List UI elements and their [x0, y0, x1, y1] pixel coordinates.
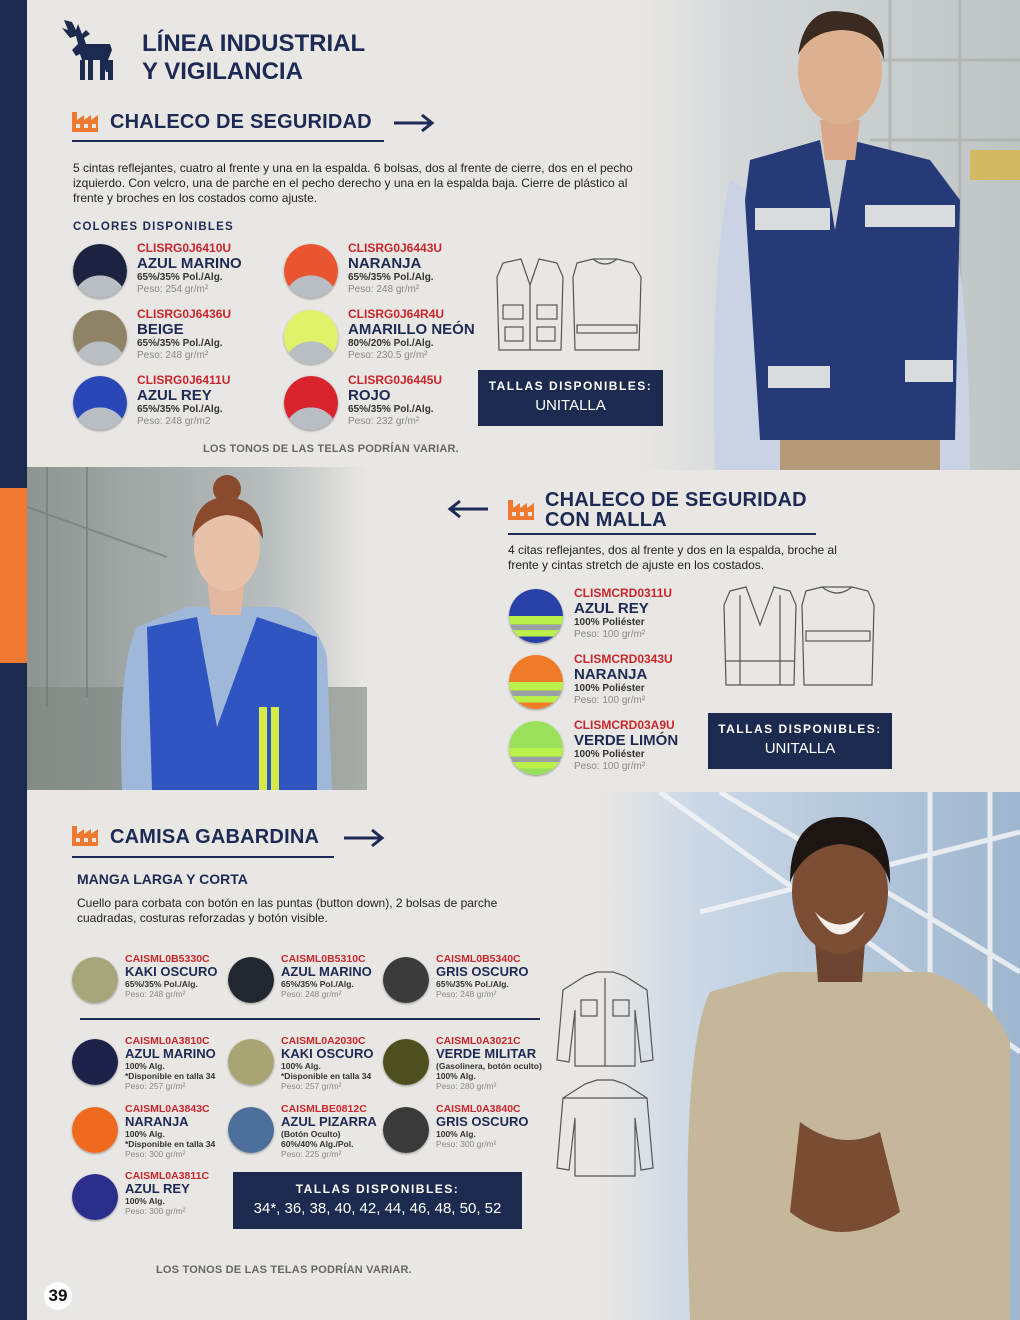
color-weight: Peso: 257 gr/m² — [281, 1081, 342, 1091]
color-composition: 65%/35% Pol./Alg. — [137, 404, 223, 415]
page-title-line2: Y VIGILANCIA — [142, 58, 303, 85]
color-name: ROJO — [348, 387, 391, 404]
section2-sizes-box — [708, 713, 892, 769]
color-weight: Peso: 280 gr/m² — [436, 1081, 497, 1091]
color-code: CLISMCRD03A9U — [574, 718, 675, 732]
color-swatch — [383, 957, 429, 1003]
color-composition: 100% Alg. — [436, 1129, 476, 1139]
color-code: CAISML0A3843C — [125, 1103, 210, 1115]
color-composition: 65%/35% Pol./Alg. — [436, 979, 509, 989]
color-code: CLISRG0J6411U — [137, 373, 231, 387]
color-weight: Peso: 100 gr/m² — [574, 695, 646, 706]
photo-woman-mesh-vest — [27, 467, 367, 790]
section2-title — [545, 490, 807, 530]
color-composition: 65%/35% Pol./Alg. — [125, 979, 198, 989]
sizes-value: 34*, 36, 38, 40, 42, 44, 46, 48, 50, 52 — [253, 1200, 502, 1217]
vest-technical-drawing — [495, 255, 645, 355]
color-code: CLISRG0J6410U — [137, 241, 232, 255]
color-code: CLISRG0J6443U — [348, 241, 443, 255]
color-code: CAISMLBE0812C — [281, 1103, 367, 1115]
color-swatch — [383, 1107, 429, 1153]
page-number: 39 — [44, 1282, 72, 1310]
section1-description: 5 cintas reflejantes, cuatro al frente y una en la espalda. 6 bolsas, dos al frente de cierre, dos en el pecho izquierdo. Con velcro, una de parche en el pecho derecho y una en la espalda baja. Cierre de plástico al frente y broches en los costados como ajuste. — [73, 161, 633, 205]
sizes-label: TALLAS DISPONIBLES: — [718, 722, 882, 736]
arrow-left-icon — [446, 498, 490, 525]
section1-sizes-box — [478, 370, 663, 426]
color-code: CLISMCRD0311U — [574, 586, 673, 600]
color-weight: Peso: 232 gr/m² — [348, 416, 420, 427]
color-composition: 65%/35% Pol./Alg. — [281, 979, 354, 989]
color-composition: 100% Alg. — [125, 1061, 165, 1071]
color-name: KAKI OSCURO — [281, 1046, 374, 1061]
arrow-right-icon — [392, 112, 436, 139]
color-name: KAKI OSCURO — [125, 964, 218, 979]
section3-title: CAMISA GABARDINA — [110, 826, 320, 848]
color-swatch — [73, 310, 127, 364]
section3-underline — [72, 856, 334, 858]
section1-underline — [72, 140, 384, 142]
mesh-vest-technical-drawing — [722, 585, 877, 690]
color-name: AZUL MARINO — [281, 964, 372, 979]
color-composition: 100% Poliéster — [574, 683, 645, 694]
color-swatch — [284, 244, 338, 298]
color-name: AZUL MARINO — [137, 255, 242, 272]
color-note: *Disponible en talla 34 — [125, 1071, 216, 1081]
color-swatch — [73, 244, 127, 298]
color-swatch — [228, 1107, 274, 1153]
color-weight: Peso: 248 gr/m² — [125, 989, 186, 999]
page-title — [142, 30, 402, 86]
color-name: AMARILLO NEÓN — [348, 321, 475, 338]
color-weight: Peso: 300 gr/m² — [125, 1149, 186, 1159]
color-name: AZUL PIZARRA — [281, 1114, 377, 1129]
photo-man-khaki-shirt — [600, 792, 1020, 1320]
color-swatch — [284, 376, 338, 430]
color-code: CLISRG0J64R4U — [348, 307, 445, 321]
color-weight: Peso: 248 gr/m² — [137, 350, 209, 361]
photo-man-navy-vest — [640, 0, 1020, 470]
color-weight: Peso: 100 gr/m² — [574, 761, 646, 772]
color-code: CAISML0A3021C — [436, 1035, 521, 1047]
deer-logo-icon — [56, 16, 122, 82]
color-name: AZUL REY — [137, 387, 212, 404]
color-name: VERDE MILITAR — [436, 1046, 537, 1061]
sizes-label: TALLAS DISPONIBLES: — [295, 1182, 460, 1196]
color-code: CAISML0A2030C — [281, 1035, 366, 1047]
color-weight: Peso: 257 gr/m² — [125, 1081, 186, 1091]
page-title-line1: LÍNEA INDUSTRIAL — [142, 30, 366, 57]
color-name: AZUL MARINO — [125, 1046, 216, 1061]
color-weight: Peso: 100 gr/m² — [574, 629, 646, 640]
color-code: CAISML0B5330C — [125, 953, 210, 965]
color-code: CLISRG0J6436U — [137, 307, 232, 321]
shirt-technical-drawing — [555, 970, 655, 1180]
section3-subtitle: MANGA LARGA Y CORTA — [77, 871, 248, 887]
color-name: GRIS OSCURO — [436, 964, 529, 979]
color-name: NARANJA — [348, 255, 422, 272]
colors-available-label: COLORES DISPONIBLES — [73, 221, 234, 233]
color-swatch — [509, 655, 563, 709]
color-name: AZUL REY — [574, 600, 649, 617]
color-swatch — [228, 1039, 274, 1085]
color-name: NARANJA — [125, 1114, 189, 1129]
color-note: *Disponible en talla 34 — [281, 1071, 372, 1081]
section2-title-line2: CON MALLA — [545, 509, 667, 531]
factory-icon — [72, 822, 104, 846]
color-swatch — [509, 721, 563, 775]
color-weight: Peso: 248 gr/m² — [436, 989, 497, 999]
color-weight: Peso: 225 gr/m² — [281, 1149, 342, 1159]
color-code: CAISML0B5340C — [436, 953, 521, 965]
color-weight: Peso: 248 gr/m² — [348, 284, 420, 295]
color-swatch — [72, 1174, 118, 1220]
color-swatch — [284, 310, 338, 364]
color-name: NARANJA — [574, 666, 648, 683]
color-swatch — [72, 1039, 118, 1085]
color-composition: 65%/35% Pol./Alg. — [137, 272, 223, 283]
sidebar-accent — [0, 488, 27, 663]
section1-title: CHALECO DE SEGURIDAD — [110, 111, 372, 133]
section2-underline — [508, 533, 816, 535]
section3-description: Cuello para corbata con botón en las puntas (button down), 2 bolsas de parche cuadradas, costuras reforzadas y botón visible. — [77, 896, 498, 925]
sizes-label: TALLAS DISPONIBLES: — [488, 379, 653, 393]
color-name: VERDE LIMÓN — [574, 732, 679, 749]
section1-note: LOS TONOS DE LAS TELAS PODRÍAN VARIAR. — [203, 443, 459, 455]
color-swatch — [73, 376, 127, 430]
color-composition: 100% Poliéster — [574, 617, 645, 628]
color-code: CAISML0A3810C — [125, 1035, 210, 1047]
color-composition: 65%/35% Pol./Alg. — [348, 404, 434, 415]
sizes-value: UNITALLA — [535, 397, 606, 414]
color-composition: 100% Alg. — [125, 1196, 165, 1206]
color-code: CLISRG0J6445U — [348, 373, 443, 387]
color-composition: (Botón Oculto) — [281, 1129, 341, 1139]
section3-divider — [80, 1018, 540, 1020]
section3-sizes-box — [233, 1172, 522, 1229]
color-swatch — [72, 1107, 118, 1153]
color-name: GRIS OSCURO — [436, 1114, 529, 1129]
section3-note: LOS TONOS DE LAS TELAS PODRÍAN VARIAR. — [156, 1264, 412, 1276]
section2-title-line1: CHALECO DE SEGURIDAD — [545, 489, 807, 511]
color-note: *Disponible en talla 34 — [125, 1139, 216, 1149]
color-swatch — [228, 957, 274, 1003]
color-name: BEIGE — [137, 321, 184, 338]
sizes-value: UNITALLA — [764, 740, 836, 757]
color-code: CAISML0A3840C — [436, 1103, 521, 1115]
color-name: AZUL REY — [125, 1181, 190, 1196]
color-weight: Peso: 300 gr/m² — [436, 1139, 497, 1149]
color-composition: 65%/35% Pol./Alg. — [348, 272, 434, 283]
color-note: 60%/40% Alg./Pol. — [281, 1139, 354, 1149]
color-composition: 65%/35% Pol./Alg. — [137, 338, 223, 349]
color-weight: Peso: 248 gr/m2 — [137, 416, 211, 427]
color-swatch — [72, 957, 118, 1003]
arrow-right-icon — [342, 827, 386, 854]
color-note: 100% Alg. — [436, 1071, 476, 1081]
color-weight: Peso: 230.5 gr/m² — [348, 350, 428, 361]
color-composition: (Gasolinera, botón oculto) — [436, 1061, 542, 1071]
factory-icon — [508, 496, 540, 520]
color-composition: 100% Alg. — [281, 1061, 321, 1071]
color-code: CAISML0A3811C — [125, 1170, 210, 1182]
color-weight: Peso: 248 gr/m² — [281, 989, 342, 999]
color-code: CLISMCRD0343U — [574, 652, 673, 666]
section2-description: 4 citas reflejantes, dos al frente y dos en la espalda, broche al frente y cintas stretch de ajuste en los costados. — [508, 543, 837, 572]
color-composition: 80%/20% Pol./Alg. — [348, 338, 434, 349]
color-weight: Peso: 300 gr/m² — [125, 1206, 186, 1216]
factory-icon — [72, 108, 104, 132]
color-composition: 100% Poliéster — [574, 749, 645, 760]
color-code: CAISML0B5310C — [281, 953, 366, 965]
color-weight: Peso: 254 gr/m² — [137, 284, 209, 295]
color-swatch — [383, 1039, 429, 1085]
color-swatch — [509, 589, 563, 643]
color-composition: 100% Alg. — [125, 1129, 165, 1139]
